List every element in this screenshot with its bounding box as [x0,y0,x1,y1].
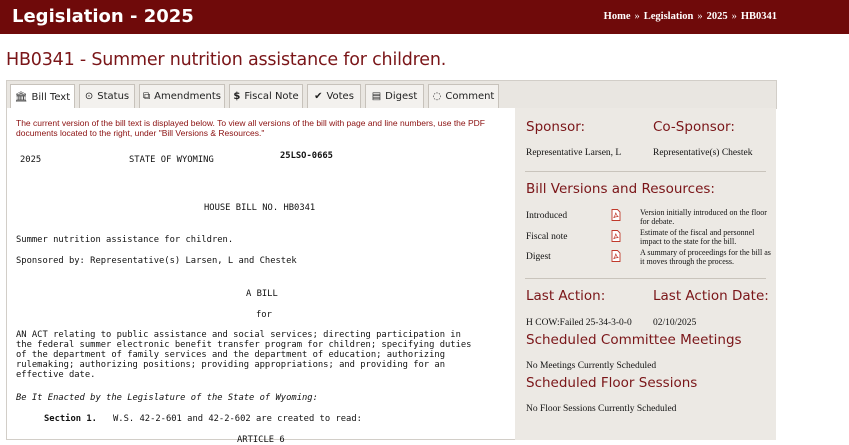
version-introduced-label: Introduced [526,211,568,221]
pdf-icon[interactable] [611,209,621,221]
bill-year: 2025 [20,155,42,165]
for-heading: for [256,310,272,320]
breadcrumb-separator: » [697,11,703,22]
act-line: AN ACT relating to public assistance and social services; directing participation in [16,330,461,340]
last-action-value: H COW:Failed 25-34-3-0-0 [526,318,632,328]
sponsor-heading: Sponsor: [526,119,586,135]
versions-heading: Bill Versions and Resources: [526,181,715,197]
tab-label: Status [97,91,130,102]
bill-text-pane [7,108,515,445]
last-action-date-heading: Last Action Date: [653,288,769,304]
bill-short-title: Summer nutrition assistance for children. [16,235,234,245]
pdf-icon[interactable] [611,230,621,242]
check-icon: ✔ [314,91,323,102]
version-introduced-desc: Version initially introduced on the floor for debate. [640,208,767,226]
breadcrumb-home[interactable]: Home [603,11,631,22]
last-action-heading: Last Action: [526,288,606,304]
tab-comment[interactable] [428,84,499,108]
breadcrumb-separator: » [634,11,640,22]
tab-bill-text[interactable] [10,84,75,110]
article-heading: ARTICLE 6 [237,435,285,445]
version-digest-label: Digest [526,252,551,262]
breadcrumb [604,11,777,22]
cosponsor-heading: Co-Sponsor: [653,119,735,135]
page-title: HB0341 - Summer nutrition assistance for children. [6,50,447,70]
cosponsor-name[interactable]: Representative(s) Chestek [653,148,753,158]
act-line: of the department of family services and the department of education; authorizing [16,350,445,360]
tab-fiscal-note[interactable] [229,84,303,108]
bill-sponsored-by: Sponsored by: Representative(s) Larsen, L and Chestek [16,256,297,266]
bill-lso-number: 25LSO-0665 [280,151,333,161]
enacting-clause: Be It Enacted by the Legislature of the State of Wyoming: [16,393,318,403]
tab-label: Comment [445,91,495,102]
tab-label: Fiscal Note [244,91,299,102]
floor-sessions-text: No Floor Sessions Currently Scheduled [526,404,677,414]
bill-state: STATE OF WYOMING [129,155,214,165]
divider [525,278,766,279]
tab-label: Votes [326,91,354,102]
act-line: effective date. [16,370,96,380]
section-text: W.S. 42-2-601 and 42-2-602 are created to read: [113,414,362,424]
comment-icon: ◌ [432,91,442,102]
tab-status[interactable] [79,84,135,108]
clock-icon: ⊙ [84,91,94,102]
sponsor-name[interactable]: Representative Larsen, L [526,148,622,158]
floor-sessions-heading: Scheduled Floor Sessions [526,375,698,391]
breadcrumb-year[interactable]: 2025 [706,11,728,22]
document-icon: ▤ [371,91,382,102]
tab-label: Digest [385,91,418,102]
tab-votes[interactable] [307,84,361,108]
notice-text: The current version of the bill text is displayed below. To view all versions of the bill with page and line numbers, use the PDF documents located to the right, under "Bill Versions & Resources." [16,118,486,138]
bill-panel [6,108,775,445]
breadcrumb-separator: » [731,11,737,22]
tab-digest[interactable] [365,84,424,108]
tab-amendments[interactable] [139,84,225,108]
version-fiscal-note-desc: Estimate of the fiscal and personnel impact to the state for the bill. [640,228,755,246]
tab-label: Amendments [154,91,221,102]
dollar-icon: $ [233,91,241,102]
version-digest-desc: A summary of proceedings for the bill as it moves through the process. [640,248,771,266]
committee-meetings-text: No Meetings Currently Scheduled [526,361,657,371]
breadcrumb-legislation[interactable]: Legislation [643,11,694,22]
divider [525,171,766,172]
tab-label: Bill Text [31,92,71,103]
act-line: rulemaking; authorizing positions; providing appropriations; and providing for an [16,360,445,370]
site-title: Legislation - 2025 [12,6,194,27]
breadcrumb-bill: HB0341 [740,11,777,22]
version-fiscal-note-label: Fiscal note [526,232,568,242]
section-label: Section 1. [44,414,97,424]
last-action-date-value: 02/10/2025 [653,318,697,328]
act-line: the federal summer electronic benefit transfer program for children; specifying duties [16,340,472,350]
bill-sidebar [515,108,776,440]
bank-icon: 🏛 [14,92,28,103]
committee-meetings-heading: Scheduled Committee Meetings [526,332,742,348]
house-bill-number: HOUSE BILL NO. HB0341 [204,203,316,213]
copy-icon: ⧉ [143,91,151,102]
tab-bar [6,80,777,109]
a-bill-heading: A BILL [246,289,278,299]
pdf-icon[interactable] [611,250,621,262]
top-header-bar [0,0,849,34]
